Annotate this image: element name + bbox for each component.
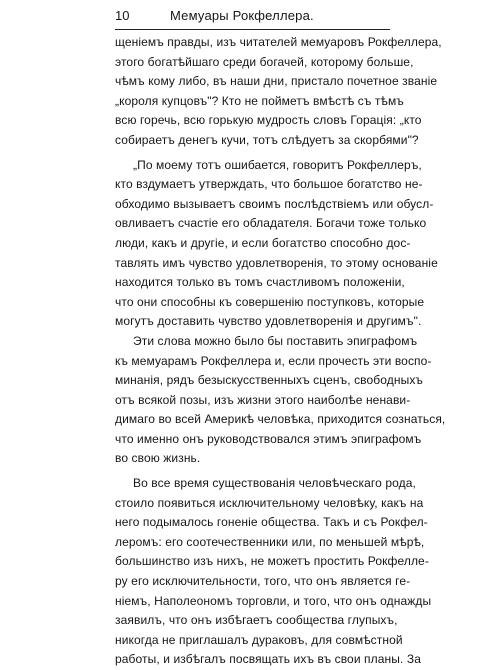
- text-line: стоило появиться исключительному человѣку, какъ на: [115, 495, 424, 510]
- text-line: минанія, рядъ безыскусственныхъ сценъ, свободныхъ: [115, 373, 424, 388]
- text-line: „короля купцовъ"? Кто не пойметъ вмѣстѣ съ тѣмъ: [115, 93, 404, 108]
- page-number: 10: [115, 8, 130, 23]
- text-line: ру его исключительности, того, что онъ является ге-: [115, 574, 411, 589]
- paragraph: [115, 156, 438, 332]
- paragraph: [115, 332, 446, 469]
- running-title: Мемуары Рокфеллера.: [170, 8, 314, 23]
- text-line: леромъ: его соотечественники или, по меньшей мѣрѣ,: [115, 534, 425, 549]
- text-line: заявилъ, что онъ избѣгаетъ сообщества глупыхъ,: [115, 613, 398, 628]
- text-line: работы, и избѣгалъ посвящать ихъ въ свои планы. За: [115, 652, 421, 667]
- header-rule: [115, 29, 390, 30]
- text-line: большинство изъ нихъ, не можетъ простить Рокфелле-: [115, 554, 429, 569]
- text-line: отъ всякой позы, изъ жизни этого наиболѣе ненави-: [115, 392, 411, 407]
- text-line: собираетъ денегъ кучи, тотъ слѣдуетъ за скорбями"?: [115, 132, 419, 147]
- body-text: [115, 33, 446, 670]
- text-line: кто вздумаетъ утверждать, что большое богатство не-: [115, 177, 423, 192]
- text-line: никогда не приглашалъ дураковъ, для совмѣстной: [115, 632, 403, 647]
- text-line: могутъ доставить чувство удовлетворенія и другимъ".: [115, 314, 422, 329]
- text-line: ніемъ, Наполеономъ торговли, и того, что онъ однажды: [115, 593, 432, 608]
- text-line: находится только въ томъ счастливомъ положеніи,: [115, 275, 405, 290]
- text-line: „По моему тотъ ошибается, говоритъ Рокфеллеръ,: [133, 157, 422, 172]
- text-line: щеніемъ правды, изъ читателей мемуаровъ Рокфеллера,: [115, 35, 442, 49]
- text-line: всю горечь, всю горькую мудрость словъ Горація: „кто: [115, 113, 422, 128]
- text-line: тавлять имъ чувство удовлетворенія, то этому основаніе: [115, 255, 438, 270]
- running-head: [115, 6, 390, 28]
- text-line: Во все время существованія человѣческаго рода,: [133, 476, 416, 491]
- text-line: овливаетъ счастіе его обладателя. Богачи тоже только: [115, 216, 427, 231]
- text-line: Эти слова можно было бы поставить эпиграфомъ: [133, 333, 418, 348]
- text-line: что именно онъ руководствовался этимъ эпиграфомъ: [115, 431, 422, 446]
- paragraph: [115, 33, 442, 151]
- text-line: чѣмъ кому либо, въ наши дни, пристало почетное званіе: [115, 74, 438, 89]
- text-line: что они способны къ совершенію поступковъ, которые: [115, 294, 425, 309]
- text-line: димаго во всей Америкѣ человѣка, приходится сознаться,: [115, 412, 446, 427]
- text-line: во свою жизнь.: [115, 451, 201, 466]
- text-line: къ мемуарамъ Рокфеллера и, если прочесть эти воспо-: [115, 353, 432, 368]
- text-line: этого богатѣйшаго среди богачей, которому больше,: [115, 54, 414, 69]
- paragraph: [115, 474, 432, 670]
- text-line: люди, какъ и другіе, и если богатство способно дос-: [115, 235, 411, 250]
- text-line: обходимо вызываетъ своимъ послѣдствіемъ или обусл-: [115, 196, 434, 211]
- text-line: него подымалось гоненіе общества. Такъ и съ Рокфел-: [115, 515, 428, 530]
